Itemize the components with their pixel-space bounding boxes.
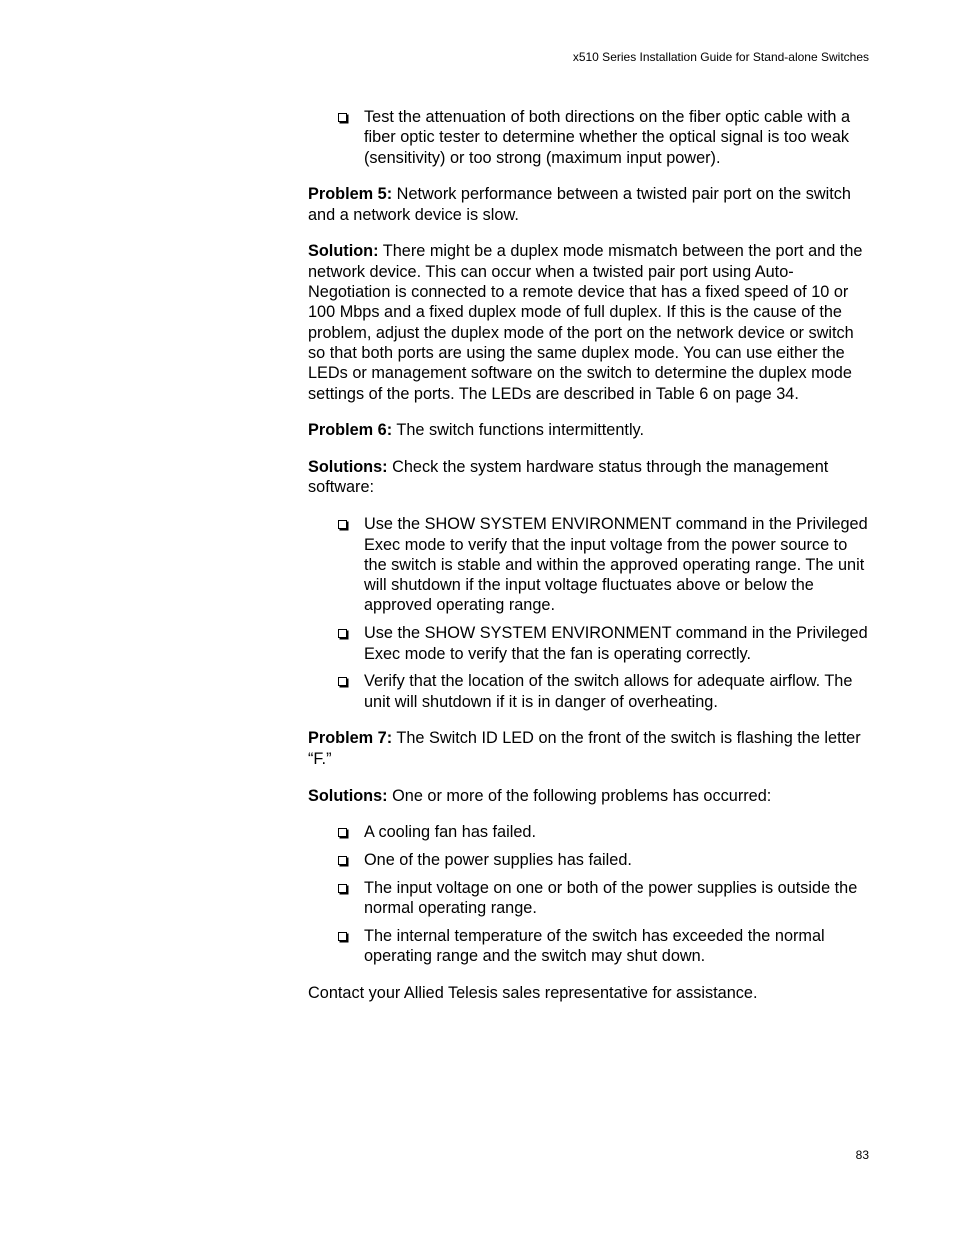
checkbox-bullet-icon: [338, 113, 347, 122]
page-number: 83: [855, 1148, 869, 1162]
list-item: [308, 671, 868, 712]
problem-5-label: Problem 5:: [308, 185, 393, 204]
closing-paragraph: Contact your Allied Telesis sales representative for assistance.: [308, 984, 758, 1003]
bullet-text: Use the SHOW SYSTEM ENVIRONMENT command in the Privileged Exec mode to verify that the input voltage from the power source to the switch is stable and within the approved operating range. The unit will shutdown if the input voltage fluctuates above or below the approved operating range.: [364, 515, 868, 615]
bullet-text: Verify that the location of the switch allows for adequate airflow. The unit will shutdown if it is in danger of overheating.: [364, 672, 853, 711]
solution-6-bullet-list: [308, 514, 868, 712]
solution-6-text: Check the system hardware status through the management software:: [308, 458, 829, 497]
checkbox-bullet-icon: [338, 884, 347, 893]
problem-6-label: Problem 6:: [308, 421, 393, 440]
problem-7: [308, 728, 868, 769]
bullet-text: The internal temperature of the switch has exceeded the normal operating range and the switch may shut down.: [364, 927, 825, 966]
solution-7-label: Solutions:: [308, 786, 388, 805]
bullet-text: Use the SHOW SYSTEM ENVIRONMENT command in the Privileged Exec mode to verify that the fan is operating correctly.: [364, 624, 868, 663]
checkbox-bullet-icon: [338, 677, 347, 686]
solution-7-text: One or more of the following problems has occurred:: [387, 786, 772, 805]
solution-7: [308, 786, 868, 806]
solution-7-bullet-list: [308, 822, 868, 966]
list-item: [308, 850, 868, 870]
problem-7-label: Problem 7:: [308, 729, 393, 748]
checkbox-bullet-icon: [338, 828, 347, 837]
list-item: [308, 878, 868, 919]
running-header: x510 Series Installation Guide for Stand-alone Switches: [572, 50, 869, 64]
bullet-text: The input voltage on one or both of the power supplies is outside the normal operating range.: [364, 878, 858, 918]
problem-6: [308, 420, 868, 440]
solution-5-label: Solution:: [308, 242, 379, 261]
problem-5: [308, 184, 868, 225]
list-item: [308, 822, 868, 842]
list-item: [308, 623, 868, 664]
page-content: [308, 107, 868, 1020]
solution-6-label: Solutions:: [308, 458, 388, 477]
checkbox-bullet-icon: [338, 520, 347, 529]
list-item: [308, 926, 868, 967]
checkbox-bullet-icon: [338, 629, 347, 638]
bullet-text: A cooling fan has failed.: [364, 823, 536, 842]
list-item: [308, 514, 868, 615]
solution-5-text: There might be a duplex mode mismatch between the port and the network device. This can occur when a twisted pair port using Auto-Negotiation is connected to a remote device that has a fixed speed of 10 or 100 Mbps and a fixed duplex mode of full duplex. If this is the cause of the problem, adjust the duplex mode of the port on the network device or switch so that both ports are using the same duplex mode. You can use either the LEDs or management software on the switch to determine the duplex mode settings of the ports. The LEDs are described in Table 6 on page 34.: [308, 242, 863, 403]
problem-6-text: The switch functions intermittently.: [392, 421, 645, 440]
intro-bullet-list: [308, 107, 868, 168]
solution-6: [308, 457, 868, 498]
bullet-text: One of the power supplies has failed.: [364, 851, 632, 870]
problem-5-text: Network performance between a twisted pair port on the switch and a network device is slow.: [308, 185, 851, 224]
checkbox-bullet-icon: [338, 932, 347, 941]
checkbox-bullet-icon: [338, 856, 347, 865]
bullet-text: Test the attenuation of both directions on the fiber optic cable with a fiber optic tester to determine whether the optical signal is too weak (sensitivity) or too strong (maximum input power).: [364, 108, 851, 167]
problem-7-text: The Switch ID LED on the front of the switch is flashing the letter “F.”: [308, 729, 861, 768]
list-item: [308, 107, 868, 168]
solution-5: [308, 241, 868, 403]
